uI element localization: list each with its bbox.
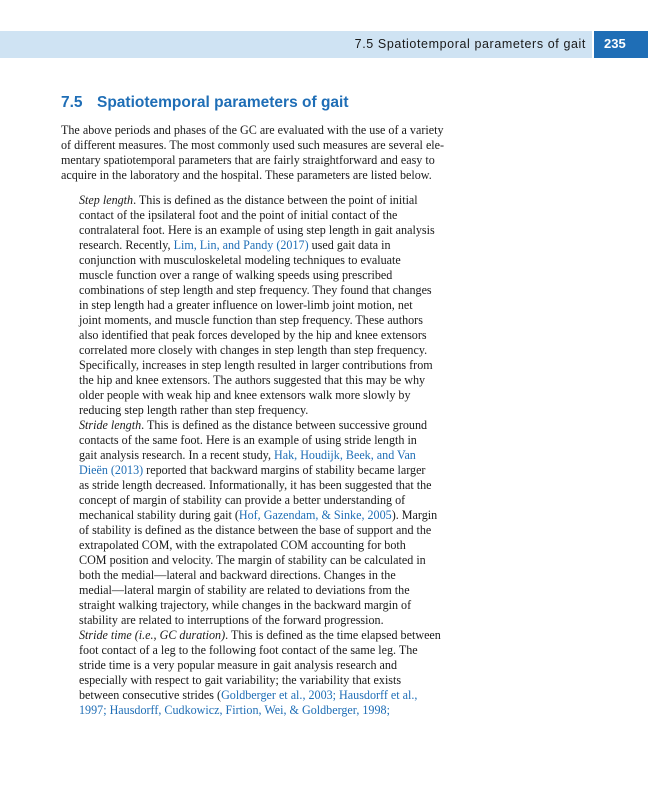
text-line: mentary spatiotemporal parameters that are fairly straightforward and easy to xyxy=(61,153,435,167)
text-line: COM position and velocity. The margin of stability can be calculated in xyxy=(79,553,426,567)
citation-link[interactable]: 1997; Hausdorff, Cudkowicz, Firtion, Wei, & Goldberger, 1998; xyxy=(79,703,390,717)
term-step-length: Step length xyxy=(79,193,134,207)
text-line: muscle function over a range of walking speeds using prescribed xyxy=(79,268,393,282)
text-line: stride time is a very popular measure in gait analysis research and xyxy=(79,658,398,672)
text-line: stability are related to interruptions of the forward progression. xyxy=(79,613,384,627)
section-heading xyxy=(61,94,349,112)
text-line: Dieën (2013) reported that backward margins of stability became larger xyxy=(79,463,426,477)
text-line: foot contact of a leg to the following foot contact of the same leg. The xyxy=(79,643,418,657)
text-line xyxy=(79,703,467,718)
running-header-title: 7.5 Spatiotemporal parameters of gait xyxy=(354,37,586,51)
parameter-list xyxy=(79,193,467,718)
entry-stride-time xyxy=(79,628,467,718)
text-line: between consecutive strides (Goldberger et al., 2003; Hausdorff et al., xyxy=(79,688,418,702)
text-line: conjunction with musculoskeletal modeling techniques to evaluate xyxy=(79,253,401,267)
text-line: as stride length decreased. Informationally, it has been suggested that the xyxy=(79,478,432,492)
text-line: extrapolated COM, with the extrapolated COM accounting for both xyxy=(79,538,406,552)
text-line: joint moments, and muscle function than step frequency. These authors xyxy=(79,313,423,327)
text-line: Stride length. This is defined as the distance between successive ground xyxy=(79,418,428,432)
text-line: older people with weak hip and knee extensors walk more slowly by xyxy=(79,388,411,402)
section-number: 7.5 xyxy=(61,94,83,111)
text-line: concept of margin of stability can provide a better understanding of xyxy=(79,493,406,507)
text-line: Step length. This is defined as the distance between the point of initial xyxy=(79,193,418,207)
text-line: both the medial—lateral and backward directions. Changes in the xyxy=(79,568,396,582)
text-line: Specifically, increases in step length resulted in larger contributions from xyxy=(79,358,433,372)
text-line: of different measures. The most commonly used such measures are several ele- xyxy=(61,138,445,152)
text-line: gait analysis research. In a recent study, Hak, Houdijk, Beek, and Van xyxy=(79,448,416,462)
text-line: reducing step length rather than step frequency. xyxy=(79,403,309,417)
text-line: the hip and knee extensors. The authors suggested that this may be why xyxy=(79,373,426,387)
text-line: acquire in the laboratory and the hospital. These parameters are listed below. xyxy=(61,168,432,182)
text-line: contact of the ipsilateral foot and the point of initial contact of the xyxy=(79,208,398,222)
text-line: The above periods and phases of the GC are evaluated with the use of a variety xyxy=(61,123,444,137)
citation-link[interactable]: Lim, Lin, and Pandy (2017) xyxy=(173,238,309,252)
citation-link[interactable]: Hak, Houdijk, Beek, and Van xyxy=(274,448,416,462)
text-line: research. Recently, Lim, Lin, and Pandy (2017) used gait data in xyxy=(79,238,391,252)
text-line: Stride time (i.e., GC duration). This is defined as the time elapsed between xyxy=(79,628,441,642)
text-line: medial—lateral margin of stability are related to deviations from the xyxy=(79,583,410,597)
text-line: of stability is defined as the distance between the base of support and the xyxy=(79,523,432,537)
text-line: combinations of step length and step frequency. They found that changes xyxy=(79,283,432,297)
text-line: especially with respect to gait variability; the variability that exists xyxy=(79,673,402,687)
citation-link[interactable]: Dieën (2013) xyxy=(79,463,144,477)
text-line: contralateral foot. Here is an example of using step length in gait analysis xyxy=(79,223,435,237)
section-title: Spatiotemporal parameters of gait xyxy=(97,94,349,111)
entry-step-length xyxy=(79,193,467,418)
text-line: in step length had a greater influence on lower-limb joint motion, net xyxy=(79,298,413,312)
citation-link[interactable]: Hof, Gazendam, & Sinke, 2005 xyxy=(238,508,392,522)
intro-paragraph xyxy=(61,123,467,183)
term-stride-time: Stride time (i.e., GC duration) xyxy=(79,628,226,642)
text-line: also identified that peak forces developed by the hip and knee extensors xyxy=(79,328,427,342)
text-line: straight walking trajectory, while changes in the backward margin of xyxy=(79,598,412,612)
term-stride-length: Stride length xyxy=(79,418,142,432)
text-line: contacts of the same foot. Here is an example of using stride length in xyxy=(79,433,417,447)
citation-link[interactable]: Goldberger et al., 2003; Hausdorff et al., xyxy=(221,688,418,702)
text-line: mechanical stability during gait (Hof, Gazendam, & Sinke, 2005). Margin xyxy=(79,508,438,522)
page-number: 235 xyxy=(604,36,626,51)
entry-stride-length xyxy=(79,418,467,628)
text-line: correlated more closely with changes in step length than step frequency. xyxy=(79,343,428,357)
